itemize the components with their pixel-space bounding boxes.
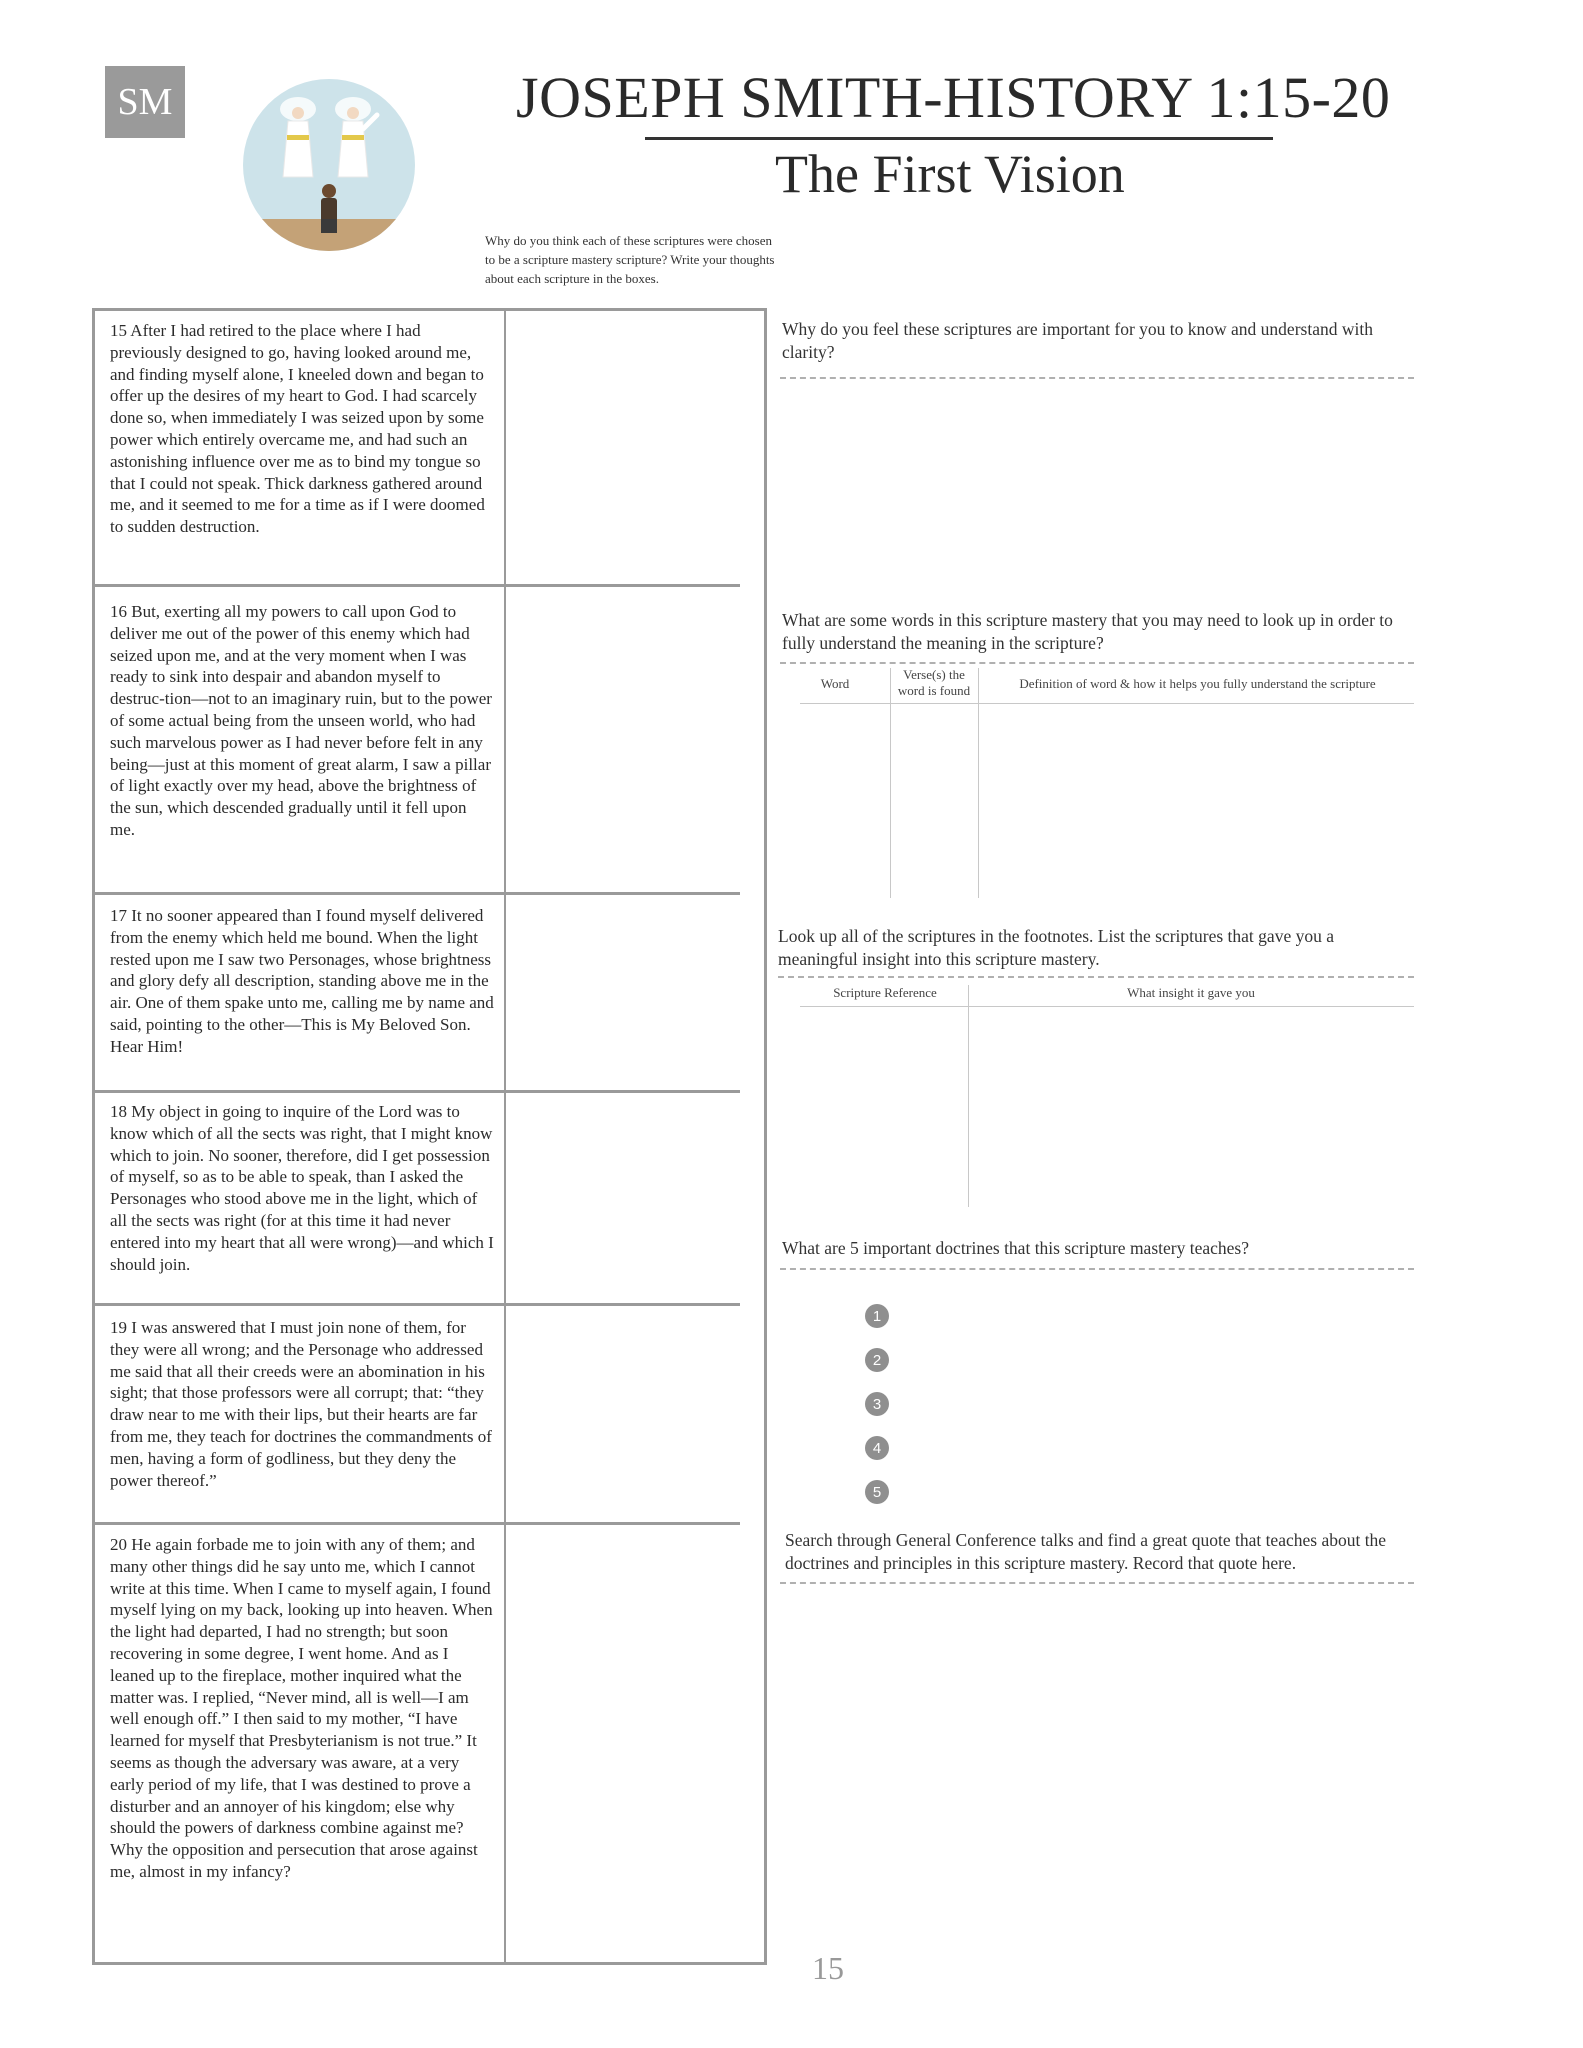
doctrine-number-1: 1 — [865, 1304, 889, 1328]
word-table-column-rule — [890, 668, 891, 898]
sm-badge: SM — [105, 66, 185, 138]
verse-20: 20 He again forbade me to join with any of them; and many other things did he say unto me, which I cannot write at this time. When I came to myself again, I found myself lying on my back, looking up into heaven. When the light had departed, I had no strength; but soon recovering in some degree, I went home. And as I leaned up to the fireplace, mother inquired what the matter was. I replied, “Never mind, all is well—I am well enough off.” I then said to my mother, “I have learned for myself that Presbyterianism is not true.” It seems as though the adversary was aware, at a very early period of my life, that I was destined to prove a disturber and an annoyer of his kingdom; else why should the powers of darkness combine against me? Why the opposition and persecution that arose against me, almost in my infancy? — [110, 1535, 493, 1881]
question-footnotes: Look up all of the scriptures in the footnotes. List the scriptures that gave you a meaningful insight into this scripture mastery. — [778, 926, 1334, 969]
word-table-header-verse: Verse(s) the word is found — [897, 667, 971, 698]
footnote-table-column-rule — [968, 985, 969, 1207]
table-right-border — [764, 308, 767, 1965]
question-conference: Search through General Conference talks and find a great quote that teaches about the doctrines and principles in this scripture mastery. Record that quote here. — [785, 1530, 1387, 1573]
doctrine-number-2: 2 — [865, 1348, 889, 1372]
word-table-header-definition: Definition of word & how it helps you fully understand the scripture — [1019, 676, 1376, 691]
thoughts-box-verse-18[interactable] — [506, 1093, 764, 1302]
doctrine-number-3: 3 — [865, 1392, 889, 1416]
page-subtitle: The First Vision — [775, 144, 1125, 204]
word-table-column-rule — [978, 668, 979, 898]
page-number: 15 — [812, 1950, 844, 1986]
footnote-table-header-insight: What insight it gave you — [1127, 985, 1255, 1000]
instructions-text: Why do you think each of these scriptures were chosen to be a scripture mastery scripture? Write your thoughts about each scripture in the boxes. — [485, 233, 775, 286]
dashed-divider — [780, 1268, 1414, 1270]
page-title: JOSEPH SMITH-HISTORY 1:15-20 — [516, 65, 1391, 130]
verse-17: 17 It no sooner appeared than I found myself delivered from the enemy which held me bound. When the light rested upon me I saw two Personages, whose brightness and glory defy all description, standing above me in the air. One of them spake unto me, calling me by name and said, pointing to the other—This is My Beloved Son. Hear Him! — [110, 906, 494, 1056]
thoughts-box-verse-15[interactable] — [506, 311, 764, 583]
dashed-divider — [780, 662, 1414, 664]
question-words: What are some words in this scripture mastery that you may need to look up in order to fully understand the meaning in the scripture? — [782, 610, 1393, 653]
question-importance: Why do you feel these scriptures are important for you to know and understand with clarity? — [782, 319, 1373, 362]
dashed-divider — [778, 976, 1414, 978]
word-table-header-rule — [800, 703, 1414, 704]
footnote-table-header-rule — [800, 1006, 1414, 1007]
thoughts-box-verse-19[interactable] — [506, 1306, 764, 1521]
thoughts-box-verse-16[interactable] — [506, 587, 764, 891]
thoughts-box-verse-20[interactable] — [506, 1525, 764, 1962]
verse-18: 18 My object in going to inquire of the Lord was to know which of all the sects was right, that I might know which to join. No sooner, therefore, did I get possession of myself, so as to be able to speak, than I asked the Personages who stood above me in the light, which of all the sects was right (for at this time it had never entered into my heart that all were wrong)—and which I should join. — [110, 1102, 494, 1274]
verse-16: 16 But, exerting all my powers to call upon God to deliver me out of the power of this enemy which had seized upon me, and at the very moment when I was ready to sink into despair and abandon myself to destruc-tion—not to an imaginary ruin, but to the power of some actual being from the unseen world, who had such marvelous power as I had never before felt in any being—just at this moment of great alarm, I saw a pillar of light exactly over my head, above the brightness of the sun, which descended gradually until it fell upon me. — [110, 602, 492, 839]
thoughts-box-verse-17[interactable] — [506, 895, 764, 1089]
dashed-divider — [780, 377, 1414, 379]
verse-19: 19 I was answered that I must join none of them, for they were all wrong; and the Personage who addressed me said that all their creeds were an abomination in his sight; that those professors were all corrupt; that: “they draw near to me with their lips, but their hearts are far from me, they teach for doctrines the commandments of men, having a form of godliness, but they deny the power thereof.” — [110, 1318, 492, 1490]
word-table-header-word: Word — [820, 676, 850, 691]
title-underline — [645, 137, 1273, 140]
question-doctrines: What are 5 important doctrines that this scripture mastery teaches? — [782, 1238, 1249, 1258]
verse-15: 15 After I had retired to the place where I had previously designed to go, having looked around me, and finding myself alone, I kneeled down and began to offer up the desires of my heart to God. I had scarcely done so, when immediately I was seized upon by some power which entirely overcame me, and had such an astonishing influence over me as to bind my tongue so that I could not speak. Thick darkness gathered around me, and it seemed to me for a time as if I were doomed to sudden destruction. — [110, 321, 485, 537]
footnote-table-header-reference: Scripture Reference — [833, 985, 937, 1000]
doctrine-number-5: 5 — [865, 1480, 889, 1504]
doctrine-number-4: 4 — [865, 1436, 889, 1460]
dashed-divider — [780, 1582, 1414, 1584]
first-vision-illustration — [243, 79, 415, 251]
